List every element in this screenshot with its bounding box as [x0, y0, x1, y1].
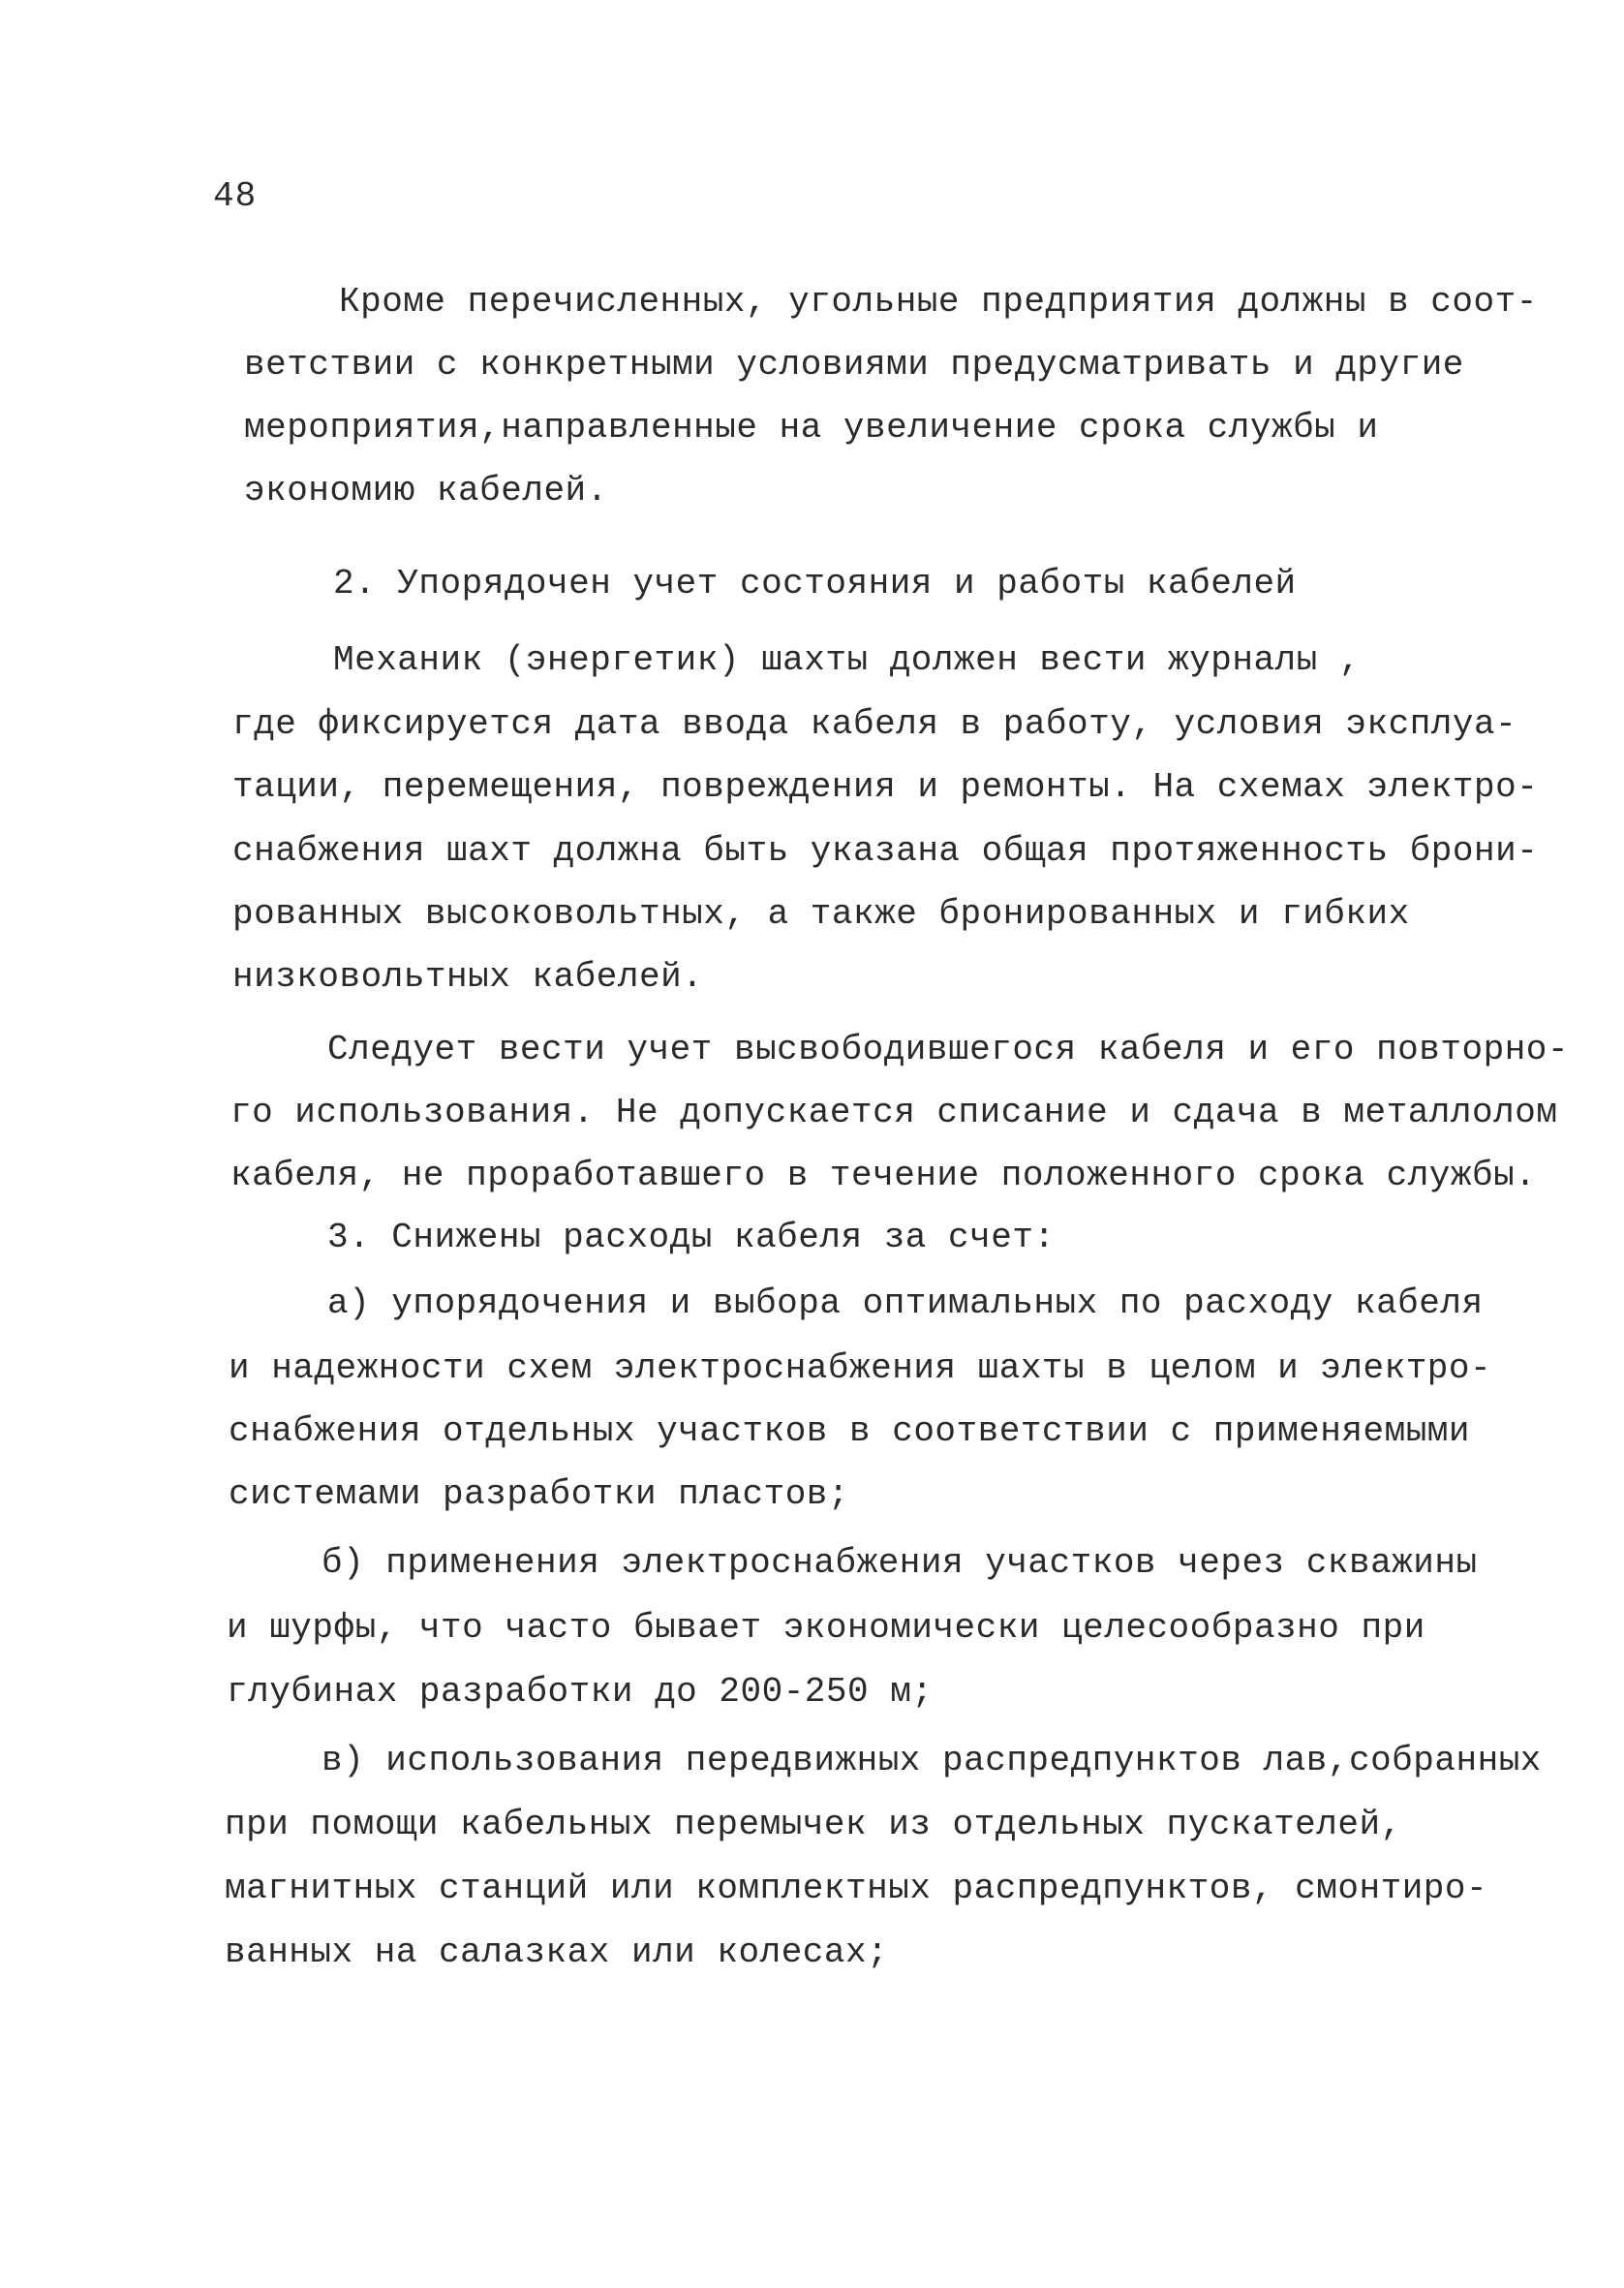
list-item-a: а) упорядочения и выбора оптимальных по расходу кабеля [327, 1283, 1484, 1323]
text-line: и шурфы, что часто бывает экономически целесообразно при [227, 1608, 1425, 1648]
text-line: Механик (энергетик) шахты должен вести журналы , [333, 640, 1361, 680]
section-heading: 3. Снижены расходы кабеля за счет: [327, 1218, 1056, 1257]
text-line: глубинах разработки до 200-250 м; [227, 1672, 934, 1712]
text-line: ванных на салазках или колесах; [225, 1932, 889, 1972]
text-line: низковольтных кабелей. [232, 957, 704, 997]
section-heading: 2. Упорядочен учет состояния и работы кабелей [333, 564, 1297, 603]
text-line: снабжения шахт должна быть указана общая протяженность брони- [232, 831, 1539, 871]
list-item-v: в) использования передвижных распредпунктов лав,собранных [322, 1741, 1542, 1780]
text-line: ветствии с конкретными условиями предусматривать и другие [244, 345, 1464, 385]
text-line: системами разработки пластов; [229, 1474, 850, 1514]
text-line: и надежности схем электроснабжения шахты в целом и электро- [229, 1348, 1492, 1388]
text-line: где фиксируется дата ввода кабеля в работу, условия эксплуа- [232, 704, 1517, 744]
text-line: тации, перемещения, повреждения и ремонты. На схемах электро- [232, 767, 1539, 807]
text-line: магнитных станций или комплектных распредпунктов, смонтиро- [225, 1869, 1488, 1908]
text-line: Следует вести учет высвободившегося кабеля и его повторно- [327, 1030, 1570, 1069]
text-line: экономию кабелей. [244, 471, 608, 510]
text-line: снабжения отдельных участков в соответствии с применяемыми [229, 1411, 1471, 1451]
text-line: кабеля, не проработавшего в течение положенного срока службы. [230, 1156, 1537, 1195]
text-line: мероприятия,направленные на увеличение срока службы и [244, 408, 1379, 448]
list-item-b: б) применения электроснабжения участков через скважины [322, 1543, 1478, 1583]
page-number: 48 [213, 176, 258, 216]
text-line: го использования. Не допускается списание и сдача в металлолом [230, 1093, 1558, 1132]
text-line: при помощи кабельных перемычек из отдельных пускателей, [225, 1805, 1402, 1844]
text-line: Кроме перечисленных, угольные предприятия должны в соот- [339, 282, 1538, 322]
text-line: рованных высоковольтных, а также бронированных и гибких [232, 894, 1410, 934]
